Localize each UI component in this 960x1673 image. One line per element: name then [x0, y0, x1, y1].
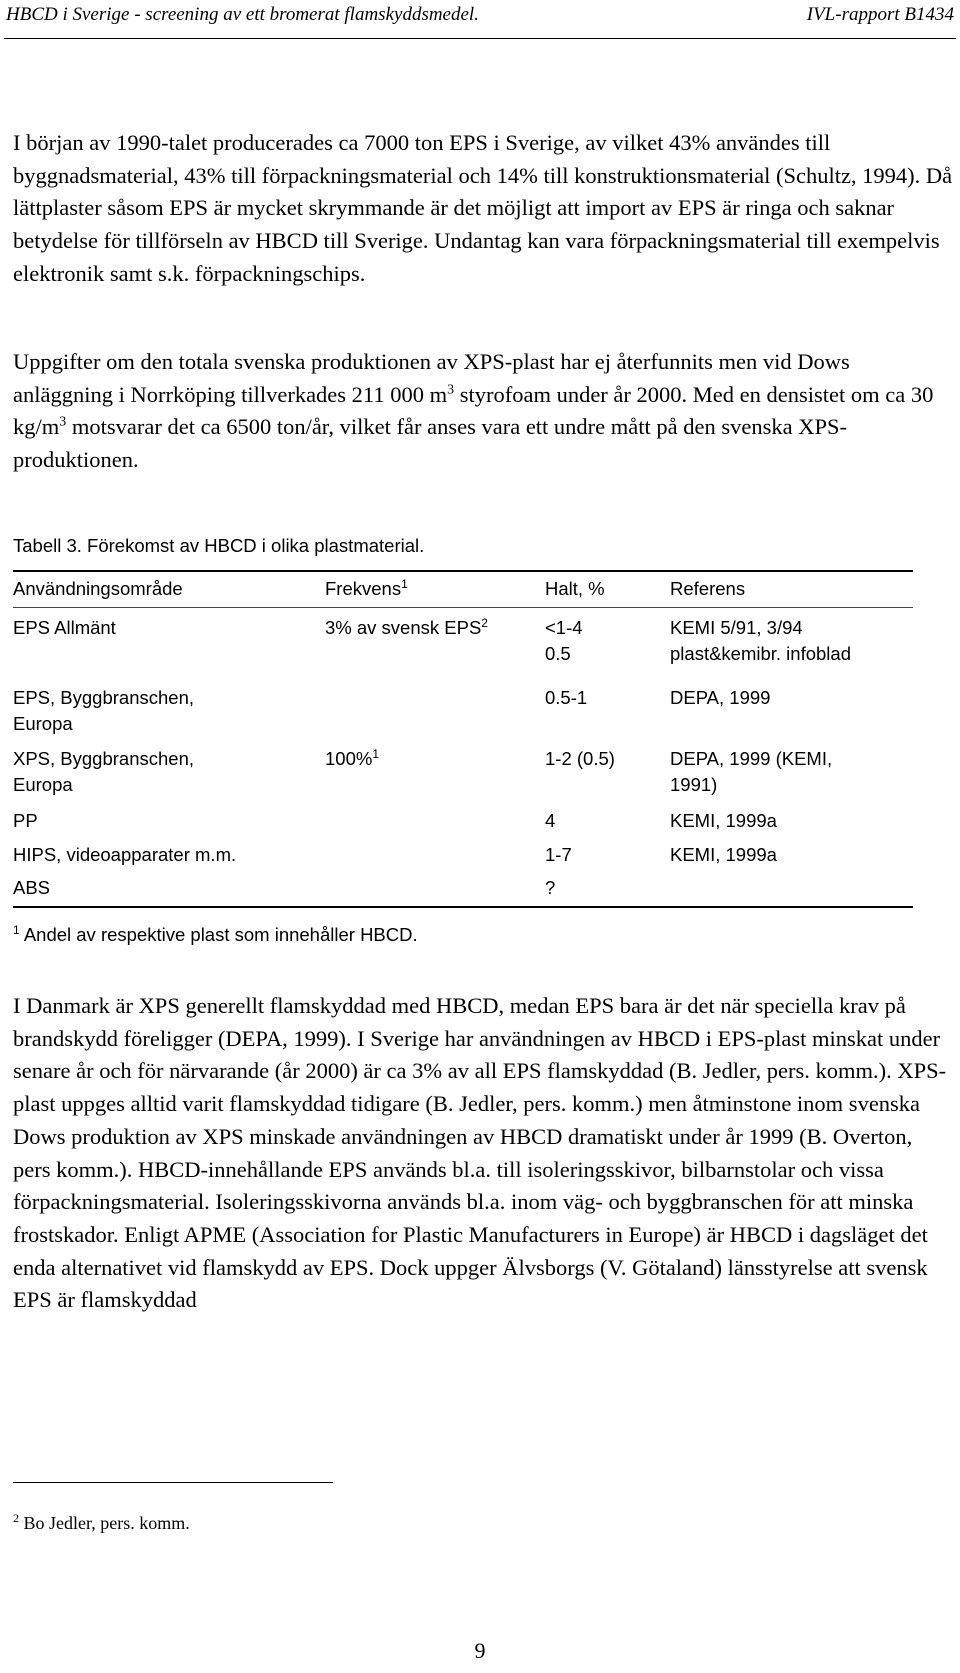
- table-header-rule: [13, 607, 913, 608]
- table-note: $^1$ Andel av respektive plast som innehåller HBCD.: [13, 923, 418, 946]
- footnote: $^2$ Bo Jedler, pers. komm.: [13, 1511, 190, 1533]
- table-bottom-rule: [13, 906, 913, 908]
- footnote-separator: [13, 1482, 333, 1483]
- header-frequency: Frekvens$^1$: [325, 576, 408, 599]
- paragraph-hbcd-usage: I Danmark är XPS generellt flamskyddad med HBCD, medan EPS bara är det när speciella krav på brandskydd föreligger (DEPA, 1999). I Sverige har användningen av HBCD i EPS-plast minskat under senare år och för närvarande (år 2000) är ca 3% av all EPS flamskyddad (B. Jedler, pers. komm.). XPS-plast uppges alltid varit flamskyddad tidigare (B. Jedler, pers. komm.) men åtminstone inom svenska Dows produktion av XPS minskade användningen av HBCD dramatiskt under år 1999 (B. Overton, pers komm.). HBCD-innehållande EPS används bl.a. till isoleringsskivor, bilbarnstolar och vissa förpackningsmaterial. Isoleringsskivorna används bl.a. inom väg- och byggbranschen för att minska frostskador. Enligt APME (Association for Plastic Manufacturers in Europe) är HBCD i dagsläget det enda alternativet vid flamskydd av EPS. Dock uppger Älvsborgs (V. Götaland) länsstyrelse att svensk EPS är flamskyddad: [13, 993, 947, 1313]
- paragraph-eps-production: I början av 1990-talet producerades ca 7000 ton EPS i Sverige, av vilket 43% användes till byggnadsmaterial, 43% till förpackningsmaterial och 14% till konstruktionsmaterial (Schultz, 1994). Då lättplaster såsom EPS är mycket skrymmande är det möjligt att import av EPS är ringa och saknar betydelse för tillförseln av HBCD till Sverige. Undantag kan vara förpackningsmaterial till exempelvis elektronik samt s.k. förpackningschips.: [13, 130, 953, 286]
- header-report-id: IVL-rapport B1434: [806, 4, 954, 25]
- table-caption: Tabell 3. Förekomst av HBCD i olika plastmaterial.: [13, 535, 425, 556]
- table-top-rule: [13, 570, 913, 572]
- header-title: HBCD i Sverige - screening av ett bromerat flamskyddsmedel.: [6, 4, 479, 25]
- paragraph-xps-part2: styrofoam under år 2000. Med en densistet om ca 30 kg/m: [13, 381, 934, 440]
- paragraph-xps-part1: Uppgifter om den totala svenska produktionen av XPS-plast har ej återfunnits men vid Dows anläggning i Norrköping tillverkades 211 000 m: [13, 349, 850, 407]
- superscript-3: 3: [447, 382, 455, 398]
- paragraph-xps-part3: motsvarar det ca 6500 ton/år, vilket får anses vara ett undre mått på den svenska XPS-produktionen.: [13, 414, 847, 473]
- running-header: [4, 0, 956, 39]
- header-area: Användningsområde: [13, 578, 183, 599]
- page-number: 9: [474, 1638, 486, 1663]
- superscript-3: 3: [59, 414, 67, 430]
- paragraph-xps-production: [13, 346, 953, 477]
- header-content: Halt, %: [545, 578, 605, 599]
- header-reference: Referens: [670, 578, 746, 599]
